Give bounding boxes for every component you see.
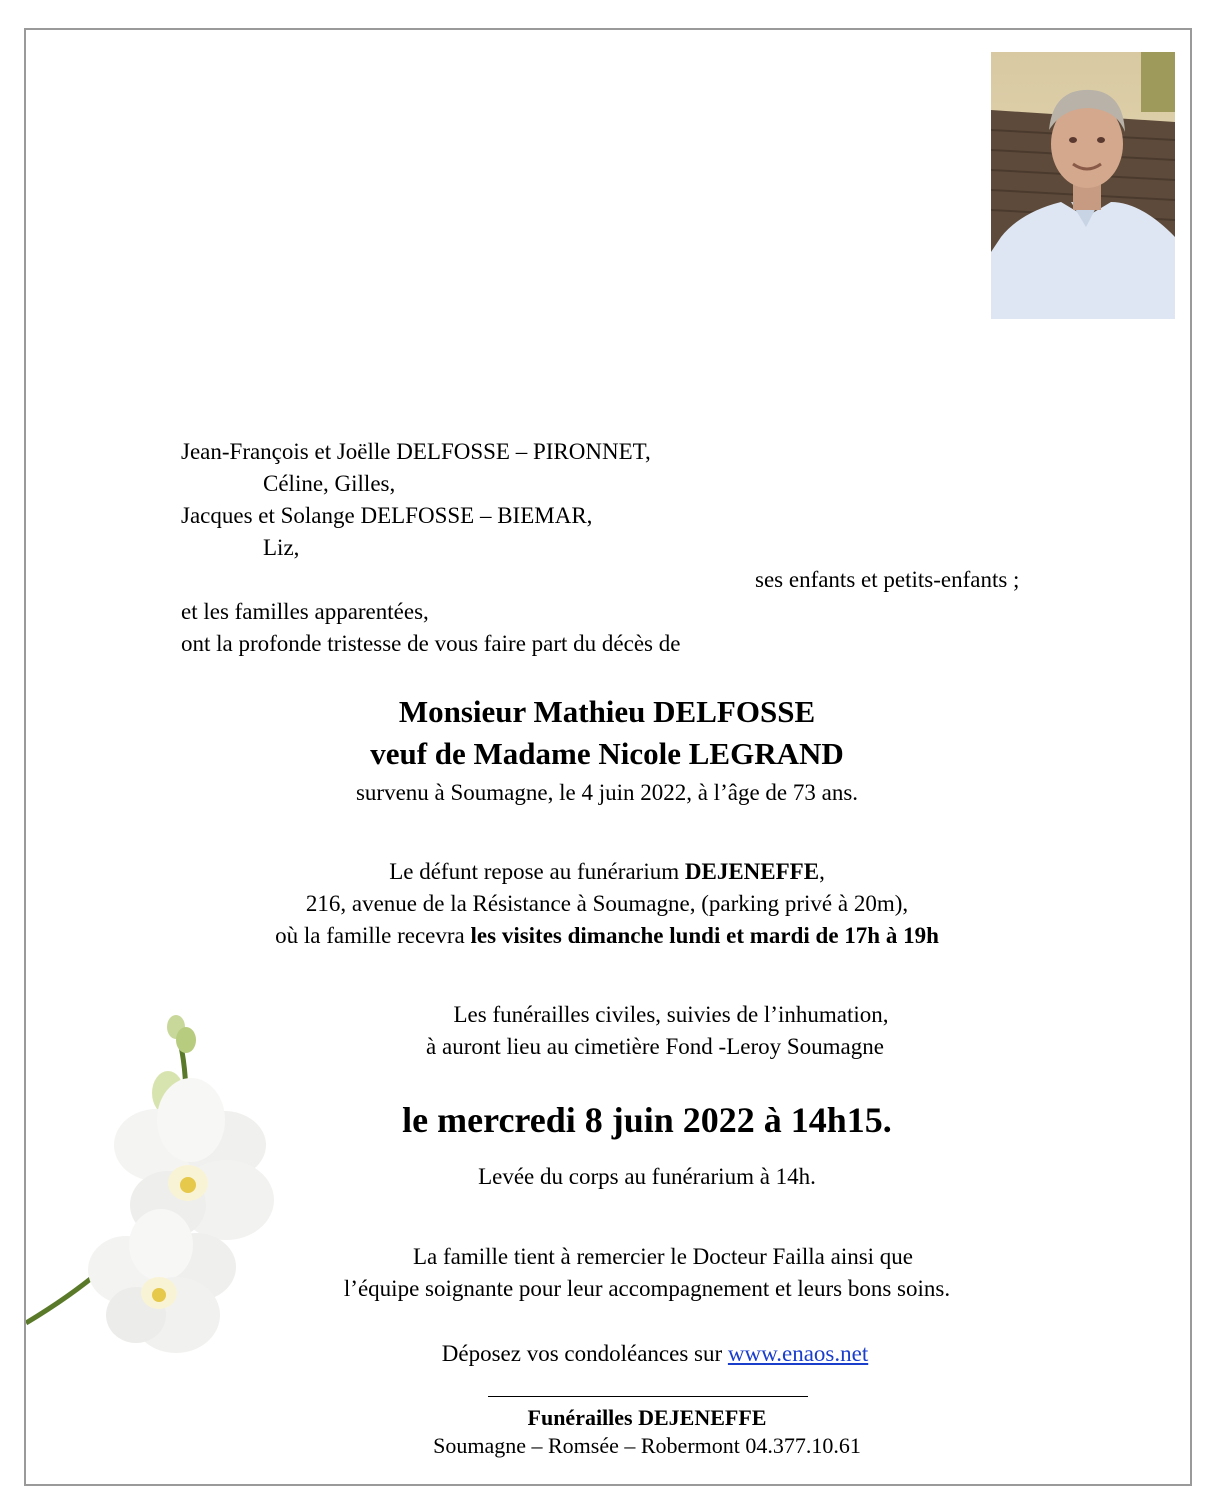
footer-company: Funérailles DEJENEFFE (527, 1405, 767, 1430)
footer-contact: Soumagne – Romsée – Robermont 04.377.10.61 (433, 1433, 861, 1458)
deceased-name: Monsieur Mathieu DELFOSSE (398, 694, 816, 729)
condolences-prefix: Déposez vos condoléances sur (441, 1341, 728, 1366)
family-line-3: Jacques et Solange DELFOSSE – BIEMAR, (181, 503, 593, 528)
family-line-2: Céline, Gilles, (263, 471, 396, 496)
ceremony-line-2: à auront lieu au cimetière Fond -Leroy Soumagne (426, 1034, 884, 1059)
visitation-line-1-suffix: , (819, 859, 825, 884)
family-relation: ses enfants et petits-enfants ; (755, 567, 1020, 592)
family-line-4: Liz, (263, 535, 300, 560)
visitation-address: 216, avenue de la Résistance à Soumagne, (parking privé à 20m), (305, 891, 909, 916)
ceremony-line-1: Les funérailles civiles, suivies de l’inhumation, (453, 1002, 889, 1027)
funeral-home-name: DEJENEFFE (684, 859, 820, 884)
thanks-line-1: La famille tient à remercier le Docteur Failla ainsi que (412, 1244, 914, 1269)
family-line-5: et les familles apparentées, (181, 599, 429, 624)
family-line-6: ont la profonde tristesse de vous faire part du décès de (181, 631, 681, 656)
visitation-line-3-prefix: où la famille recevra (275, 923, 471, 948)
visitation-hours: les visites dimanche lundi et mardi de 17h à 19h (470, 923, 939, 948)
thanks-line-2: l’équipe soignante pour leur accompagnement et leurs bons soins. (343, 1276, 951, 1301)
deceased-details: survenu à Soumagne, le 4 juin 2022, à l’âge de 73 ans. (355, 780, 859, 805)
family-line-1: Jean-François et Joëlle DELFOSSE – PIRONNET, (181, 439, 651, 464)
visitation-line-3 (0, 922, 1214, 950)
visitation-line-1 (0, 858, 1214, 886)
condolences-line (48, 1340, 1214, 1368)
visitation-line-1-prefix: Le défunt repose au funérarium (389, 859, 685, 884)
condolences-link[interactable]: www.enaos.net (727, 1341, 869, 1366)
ceremony-levee: Levée du corps au funérarium à 14h. (478, 1164, 816, 1189)
ceremony-date: le mercredi 8 juin 2022 à 14h15. (402, 1100, 892, 1140)
portrait-photo (991, 52, 1175, 319)
footer-divider (488, 1396, 808, 1397)
deceased-spouse: veuf de Madame Nicole LEGRAND (370, 736, 844, 771)
